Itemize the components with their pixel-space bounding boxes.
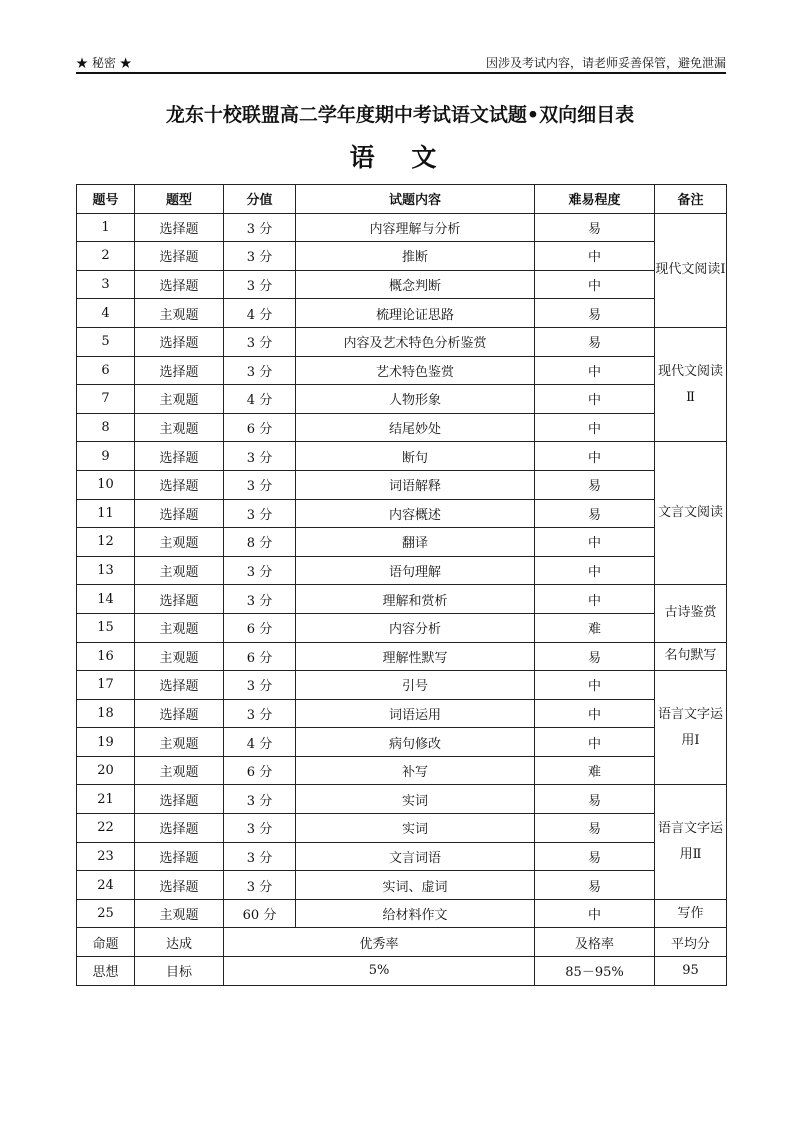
question-content: 语句理解 — [296, 556, 535, 585]
page-header — [76, 52, 726, 72]
target-label-bottom: 目标 — [135, 957, 224, 986]
question-number: 20 — [77, 756, 135, 785]
question-type: 主观题 — [135, 385, 224, 414]
table-row — [77, 728, 727, 757]
target-label-top: 达成 — [135, 928, 224, 957]
question-number: 23 — [77, 842, 135, 871]
question-content: 给材料作文 — [296, 899, 535, 928]
question-content: 概念判断 — [296, 270, 535, 299]
question-content: 内容理解与分析 — [296, 213, 535, 242]
question-type: 主观题 — [135, 728, 224, 757]
question-number: 16 — [77, 642, 135, 671]
difficulty-level: 易 — [535, 327, 655, 356]
section-note: 写作 — [655, 899, 727, 928]
question-number: 19 — [77, 728, 135, 757]
difficulty-level: 中 — [535, 356, 655, 385]
table-row — [77, 413, 727, 442]
difficulty-level: 中 — [535, 528, 655, 557]
question-content: 推断 — [296, 242, 535, 271]
section-note: 文言文阅读 — [655, 442, 727, 585]
table-row — [77, 842, 727, 871]
section-note: 现代文阅读Ⅱ — [655, 327, 727, 441]
question-score: 6 分 — [224, 642, 296, 671]
metric-label: 优秀率 — [224, 928, 535, 957]
question-score: 4 分 — [224, 728, 296, 757]
question-number: 14 — [77, 585, 135, 614]
table-row — [77, 556, 727, 585]
specification-table — [76, 184, 727, 986]
question-type: 选择题 — [135, 814, 224, 843]
section-note: 语言文字运用Ⅱ — [655, 785, 727, 899]
question-number: 5 — [77, 327, 135, 356]
question-type: 选择题 — [135, 871, 224, 900]
question-number: 11 — [77, 499, 135, 528]
question-content: 断句 — [296, 442, 535, 471]
question-number: 21 — [77, 785, 135, 814]
question-type: 选择题 — [135, 327, 224, 356]
question-type: 选择题 — [135, 270, 224, 299]
metric-value: 85－95% — [535, 957, 655, 986]
footer-row — [77, 957, 727, 986]
table-row — [77, 442, 727, 471]
difficulty-level: 易 — [535, 642, 655, 671]
difficulty-level: 中 — [535, 413, 655, 442]
table-row — [77, 299, 727, 328]
question-score: 3 分 — [224, 327, 296, 356]
difficulty-level: 难 — [535, 613, 655, 642]
question-score: 3 分 — [224, 785, 296, 814]
difficulty-level: 中 — [535, 671, 655, 700]
question-score: 4 分 — [224, 299, 296, 328]
question-number: 1 — [77, 213, 135, 242]
table-row — [77, 871, 727, 900]
difficulty-level: 易 — [535, 871, 655, 900]
question-number: 10 — [77, 470, 135, 499]
section-note: 古诗鉴赏 — [655, 585, 727, 642]
question-type: 主观题 — [135, 299, 224, 328]
difficulty-level: 中 — [535, 442, 655, 471]
table-row — [77, 528, 727, 557]
confidential-mark: ★ 秘密 ★ — [76, 56, 132, 70]
question-score: 3 分 — [224, 270, 296, 299]
question-score: 3 分 — [224, 842, 296, 871]
difficulty-level: 中 — [535, 728, 655, 757]
difficulty-level: 难 — [535, 756, 655, 785]
table-row — [77, 671, 727, 700]
thought-label-top: 命题 — [77, 928, 135, 957]
question-number: 8 — [77, 413, 135, 442]
question-number: 9 — [77, 442, 135, 471]
question-number: 3 — [77, 270, 135, 299]
question-score: 3 分 — [224, 556, 296, 585]
question-type: 主观题 — [135, 556, 224, 585]
question-score: 3 分 — [224, 814, 296, 843]
question-type: 主观题 — [135, 528, 224, 557]
difficulty-level: 易 — [535, 299, 655, 328]
table-row — [77, 814, 727, 843]
column-header: 难易程度 — [535, 185, 655, 214]
thought-label-bottom: 思想 — [77, 957, 135, 986]
difficulty-level: 易 — [535, 814, 655, 843]
question-content: 理解和赏析 — [296, 585, 535, 614]
question-type: 选择题 — [135, 470, 224, 499]
question-score: 6 分 — [224, 413, 296, 442]
metric-label: 及格率 — [535, 928, 655, 957]
column-header: 试题内容 — [296, 185, 535, 214]
question-score: 3 分 — [224, 871, 296, 900]
table-row — [77, 756, 727, 785]
question-content: 病句修改 — [296, 728, 535, 757]
question-type: 选择题 — [135, 699, 224, 728]
question-score: 3 分 — [224, 499, 296, 528]
question-score: 3 分 — [224, 671, 296, 700]
question-type: 选择题 — [135, 499, 224, 528]
column-header: 备注 — [655, 185, 727, 214]
question-type: 选择题 — [135, 442, 224, 471]
question-number: 4 — [77, 299, 135, 328]
question-score: 3 分 — [224, 242, 296, 271]
table-row — [77, 642, 727, 671]
difficulty-level: 易 — [535, 499, 655, 528]
question-number: 6 — [77, 356, 135, 385]
question-number: 7 — [77, 385, 135, 414]
table-row — [77, 899, 727, 928]
column-header: 分值 — [224, 185, 296, 214]
table-row — [77, 499, 727, 528]
question-type: 主观题 — [135, 613, 224, 642]
difficulty-level: 易 — [535, 842, 655, 871]
question-type: 选择题 — [135, 671, 224, 700]
metric-value: 95 — [655, 957, 727, 986]
question-content: 实词、虚词 — [296, 871, 535, 900]
question-number: 25 — [77, 899, 135, 928]
question-type: 主观题 — [135, 756, 224, 785]
difficulty-level: 中 — [535, 899, 655, 928]
table-row — [77, 785, 727, 814]
question-content: 结尾妙处 — [296, 413, 535, 442]
question-content: 补写 — [296, 756, 535, 785]
question-number: 22 — [77, 814, 135, 843]
table-row — [77, 213, 727, 242]
question-content: 理解性默写 — [296, 642, 535, 671]
table-row — [77, 385, 727, 414]
difficulty-level: 中 — [535, 699, 655, 728]
question-type: 选择题 — [135, 356, 224, 385]
table-row — [77, 613, 727, 642]
question-score: 8 分 — [224, 528, 296, 557]
question-content: 实词 — [296, 785, 535, 814]
question-score: 3 分 — [224, 585, 296, 614]
confidentiality-notice: 因涉及考试内容，请老师妥善保管，避免泄漏 — [485, 56, 726, 70]
table-row — [77, 699, 727, 728]
table-row — [77, 327, 727, 356]
question-type: 选择题 — [135, 213, 224, 242]
table-row — [77, 356, 727, 385]
table-row — [77, 270, 727, 299]
question-number: 17 — [77, 671, 135, 700]
difficulty-level: 易 — [535, 470, 655, 499]
difficulty-level: 中 — [535, 385, 655, 414]
question-type: 选择题 — [135, 785, 224, 814]
section-note: 语言文字运用Ⅰ — [655, 671, 727, 785]
footer-row — [77, 928, 727, 957]
difficulty-level: 易 — [535, 213, 655, 242]
column-header: 题号 — [77, 185, 135, 214]
difficulty-level: 易 — [535, 785, 655, 814]
question-content: 人物形象 — [296, 385, 535, 414]
metric-label: 平均分 — [655, 928, 727, 957]
question-type: 主观题 — [135, 413, 224, 442]
question-content: 内容概述 — [296, 499, 535, 528]
question-content: 艺术特色鉴赏 — [296, 356, 535, 385]
table-row — [77, 585, 727, 614]
table-body — [77, 213, 727, 928]
question-number: 12 — [77, 528, 135, 557]
section-note: 现代文阅读Ⅰ — [655, 213, 727, 327]
header-divider — [76, 72, 726, 74]
question-type: 选择题 — [135, 585, 224, 614]
question-score: 4 分 — [224, 385, 296, 414]
question-content: 内容分析 — [296, 613, 535, 642]
question-number: 13 — [77, 556, 135, 585]
question-content: 引号 — [296, 671, 535, 700]
question-content: 词语运用 — [296, 699, 535, 728]
metric-value: 5% — [224, 957, 535, 986]
question-score: 3 分 — [224, 213, 296, 242]
question-content: 实词 — [296, 814, 535, 843]
difficulty-level: 中 — [535, 585, 655, 614]
column-header: 题型 — [135, 185, 224, 214]
question-score: 3 分 — [224, 442, 296, 471]
question-content: 词语解释 — [296, 470, 535, 499]
difficulty-level: 中 — [535, 242, 655, 271]
difficulty-level: 中 — [535, 270, 655, 299]
question-score: 3 分 — [224, 699, 296, 728]
question-score: 3 分 — [224, 470, 296, 499]
question-number: 15 — [77, 613, 135, 642]
subject-title: 语 文 — [349, 143, 451, 172]
question-content: 文言词语 — [296, 842, 535, 871]
question-score: 6 分 — [224, 756, 296, 785]
question-type: 选择题 — [135, 842, 224, 871]
question-type: 主观题 — [135, 899, 224, 928]
question-content: 内容及艺术特色分析鉴赏 — [296, 327, 535, 356]
question-number: 2 — [77, 242, 135, 271]
difficulty-level: 中 — [535, 556, 655, 585]
question-content: 梳理论证思路 — [296, 299, 535, 328]
table-row — [77, 470, 727, 499]
question-score: 3 分 — [224, 356, 296, 385]
question-type: 选择题 — [135, 242, 224, 271]
section-note: 名句默写 — [655, 642, 727, 671]
question-number: 24 — [77, 871, 135, 900]
question-score: 6 分 — [224, 613, 296, 642]
question-type: 主观题 — [135, 642, 224, 671]
document-title: 龙东十校联盟高二学年度期中考试语文试题•双向细目表 — [165, 104, 635, 126]
table-row — [77, 242, 727, 271]
question-content: 翻译 — [296, 528, 535, 557]
question-number: 18 — [77, 699, 135, 728]
question-score: 60 分 — [224, 899, 296, 928]
table-footer — [77, 928, 727, 985]
table-header-row — [77, 185, 727, 214]
